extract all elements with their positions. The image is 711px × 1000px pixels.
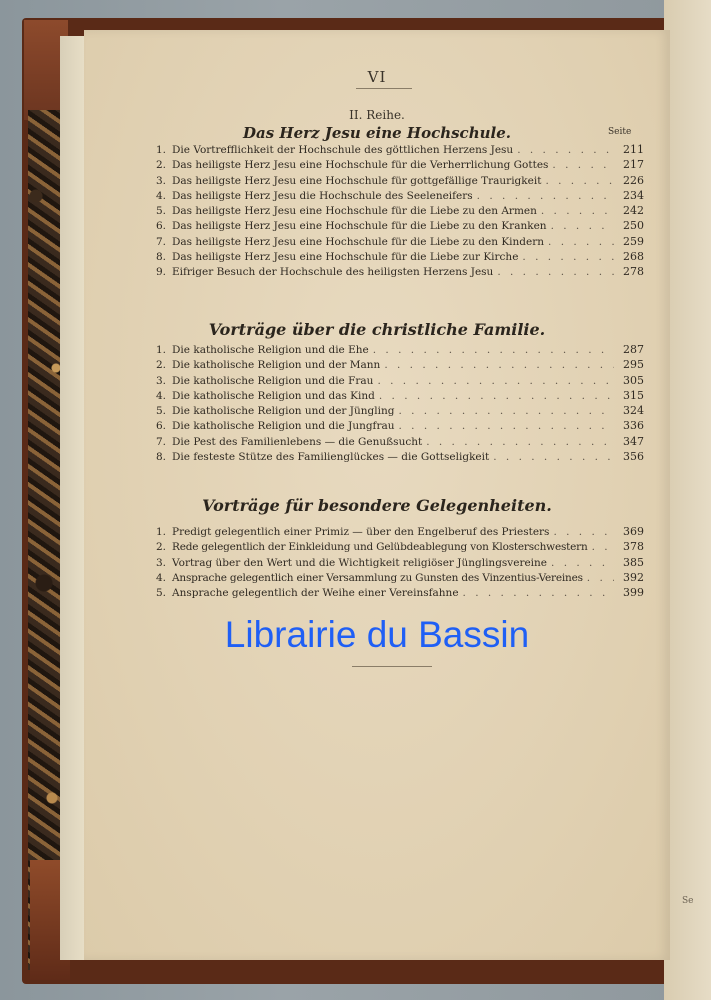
entry-title: Das heiligste Herz Jesu eine Hochschule für die Liebe zu den Armen xyxy=(172,205,537,218)
entry-page: 392 xyxy=(623,570,644,584)
entry-number: 4. xyxy=(156,389,167,402)
entry-number: 5. xyxy=(156,405,167,418)
entry-title: Das heiligste Herz Jesu eine Hochschule für gottgefällige Traurigkeit xyxy=(172,174,542,187)
entry-number: 4. xyxy=(156,571,167,584)
entry-title: Ansprache gelegentlich einer Versammlung zu Gunsten des Vinzentius-Vereines xyxy=(172,571,583,584)
facing-page-text: Se xyxy=(682,896,694,906)
dot-leader xyxy=(477,189,614,204)
facing-page-edge xyxy=(664,0,711,1000)
entry-title: Ansprache gelegentlich der Weihe einer Vereinsfahne xyxy=(172,587,459,600)
entry-title: Die katholische Religion und das Kind xyxy=(172,389,375,402)
entry-number: 2. xyxy=(156,541,167,554)
entry-number: 4. xyxy=(156,189,167,202)
section-heading: Vorträge für besondere Gelegenheiten. xyxy=(202,496,552,515)
toc-entry xyxy=(156,434,644,449)
toc-entry xyxy=(156,585,644,600)
toc-entry xyxy=(156,373,644,388)
toc-entry xyxy=(156,388,644,403)
endpaper-edge xyxy=(60,36,86,960)
entry-page: 315 xyxy=(623,388,644,402)
dot-leader xyxy=(587,571,614,586)
toc-entry xyxy=(156,188,644,203)
toc-entry xyxy=(156,157,644,172)
entry-number: 5. xyxy=(156,587,167,600)
toc-entry xyxy=(156,449,644,464)
entry-page: 226 xyxy=(623,173,644,187)
entry-page: 287 xyxy=(623,343,644,356)
entry-number: 9. xyxy=(156,266,167,279)
entry-title: Die katholische Religion und die Jungfrau xyxy=(172,420,395,433)
toc-entry xyxy=(156,249,644,264)
toc-list xyxy=(156,524,644,600)
toc-entry xyxy=(156,264,644,279)
toc-entry xyxy=(156,555,644,570)
entry-page: 234 xyxy=(623,188,644,202)
dot-leader xyxy=(592,540,614,555)
entry-page: 324 xyxy=(623,404,644,418)
entry-page: 268 xyxy=(623,250,644,264)
toc-list xyxy=(156,142,644,280)
entry-page: 356 xyxy=(623,450,644,464)
dot-leader xyxy=(551,556,614,571)
dot-leader xyxy=(493,450,614,465)
entry-page: 250 xyxy=(623,219,644,233)
entry-title: Vortrag über den Wert und die Wichtigkeit religiöser Jünglingsvereine xyxy=(172,556,548,569)
entry-title: Die katholische Religion und der Jüngling xyxy=(172,405,395,418)
toc-entry xyxy=(156,570,644,585)
dot-leader xyxy=(426,435,614,450)
book-page xyxy=(84,30,670,960)
entry-page: 336 xyxy=(623,419,644,433)
watermark-text: Librairie du Bassin xyxy=(224,614,530,655)
entry-page: 369 xyxy=(623,525,644,538)
entry-title: Die festeste Stütze des Familienglückes — die Gottseligkeit xyxy=(172,451,490,464)
section-heading: Das Herz Jesu eine Hochschule. xyxy=(243,124,511,142)
dot-leader xyxy=(541,204,614,219)
page-column-label: Seite xyxy=(608,127,632,137)
entry-number: 1. xyxy=(156,526,167,538)
dot-leader xyxy=(548,235,614,250)
entry-page: 378 xyxy=(623,540,644,554)
dot-leader xyxy=(545,174,614,189)
toc-entry xyxy=(156,357,644,372)
entry-title: Die katholische Religion und die Ehe xyxy=(172,344,369,356)
entry-number: 3. xyxy=(156,374,167,387)
section-subheading: II. Reihe. xyxy=(349,108,405,122)
entry-title: Die katholische Religion und der Mann xyxy=(172,359,381,372)
dot-leader xyxy=(384,358,614,373)
entry-title: Das heiligste Herz Jesu die Hochschule des Seeleneifers xyxy=(172,189,473,202)
entry-number: 1. xyxy=(156,344,167,356)
entry-title: Die katholische Religion und die Frau xyxy=(172,374,374,387)
toc-entry xyxy=(156,218,644,233)
toc-entry xyxy=(156,203,644,218)
entry-title: Rede gelegentlich der Einkleidung und Gelübdeablegung von Klosterschwestern xyxy=(172,541,588,554)
entry-number: 8. xyxy=(156,451,167,464)
entry-title: Die Vortrefflichkeit der Hochschule des göttlichen Herzens Jesu xyxy=(172,144,514,156)
entry-page: 211 xyxy=(623,143,644,156)
end-rule xyxy=(352,666,432,667)
dot-leader xyxy=(552,158,614,173)
dot-leader xyxy=(463,586,614,601)
dot-leader xyxy=(398,404,614,419)
entry-number: 6. xyxy=(156,420,167,433)
entry-number: 3. xyxy=(156,174,167,187)
entry-number: 2. xyxy=(156,359,167,372)
entry-page: 217 xyxy=(623,158,644,172)
entry-title: Die Pest des Familienlebens — die Genußsucht xyxy=(172,435,423,448)
entry-number: 3. xyxy=(156,556,167,569)
entry-number: 7. xyxy=(156,435,167,448)
dot-leader xyxy=(373,343,614,358)
toc-entry xyxy=(156,173,644,188)
dot-leader xyxy=(551,219,614,234)
dot-leader xyxy=(377,374,614,389)
entry-number: 7. xyxy=(156,235,167,248)
entry-page: 385 xyxy=(623,555,644,569)
entry-number: 6. xyxy=(156,220,167,233)
entry-title: Predigt gelegentlich einer Primiz — über den Engelberuf des Priesters xyxy=(172,526,550,538)
entry-page: 278 xyxy=(623,265,644,279)
dot-leader xyxy=(379,389,614,404)
entry-page: 259 xyxy=(623,234,644,248)
entry-title: Das heiligste Herz Jesu eine Hochschule für die Liebe zur Kirche xyxy=(172,251,519,264)
entry-page: 305 xyxy=(623,373,644,387)
toc-entry xyxy=(156,418,644,433)
dot-leader xyxy=(553,525,614,540)
toc-entry xyxy=(156,234,644,249)
page-number: VI xyxy=(367,68,387,86)
entry-title: Das heiligste Herz Jesu eine Hochschule für die Liebe zu den Kindern xyxy=(172,235,545,248)
dot-leader xyxy=(399,419,615,434)
dot-leader xyxy=(497,265,614,280)
toc-entry xyxy=(156,342,644,357)
dot-leader xyxy=(522,250,614,265)
entry-page: 242 xyxy=(623,204,644,218)
entry-number: 8. xyxy=(156,251,167,264)
entry-page: 399 xyxy=(623,586,644,600)
entry-number: 1. xyxy=(156,144,167,156)
entry-page: 295 xyxy=(623,358,644,372)
entry-page: 347 xyxy=(623,434,644,448)
entry-title: Eifriger Besuch der Hochschule des heiligsten Herzens Jesu xyxy=(172,266,494,279)
toc-entry xyxy=(156,403,644,418)
toc-entry xyxy=(156,524,644,539)
dot-leader xyxy=(517,143,614,158)
entry-number: 2. xyxy=(156,159,167,172)
entry-title: Das heiligste Herz Jesu eine Hochschule für die Liebe zu den Kranken xyxy=(172,220,547,233)
header-rule xyxy=(356,88,412,89)
entry-title: Das heiligste Herz Jesu eine Hochschule für die Verherrlichung Gottes xyxy=(172,159,549,172)
toc-entry xyxy=(156,142,644,157)
section-heading: Vorträge über die christliche Familie. xyxy=(208,320,546,339)
toc-list xyxy=(156,342,644,464)
toc-entry xyxy=(156,539,644,554)
entry-number: 5. xyxy=(156,205,167,218)
